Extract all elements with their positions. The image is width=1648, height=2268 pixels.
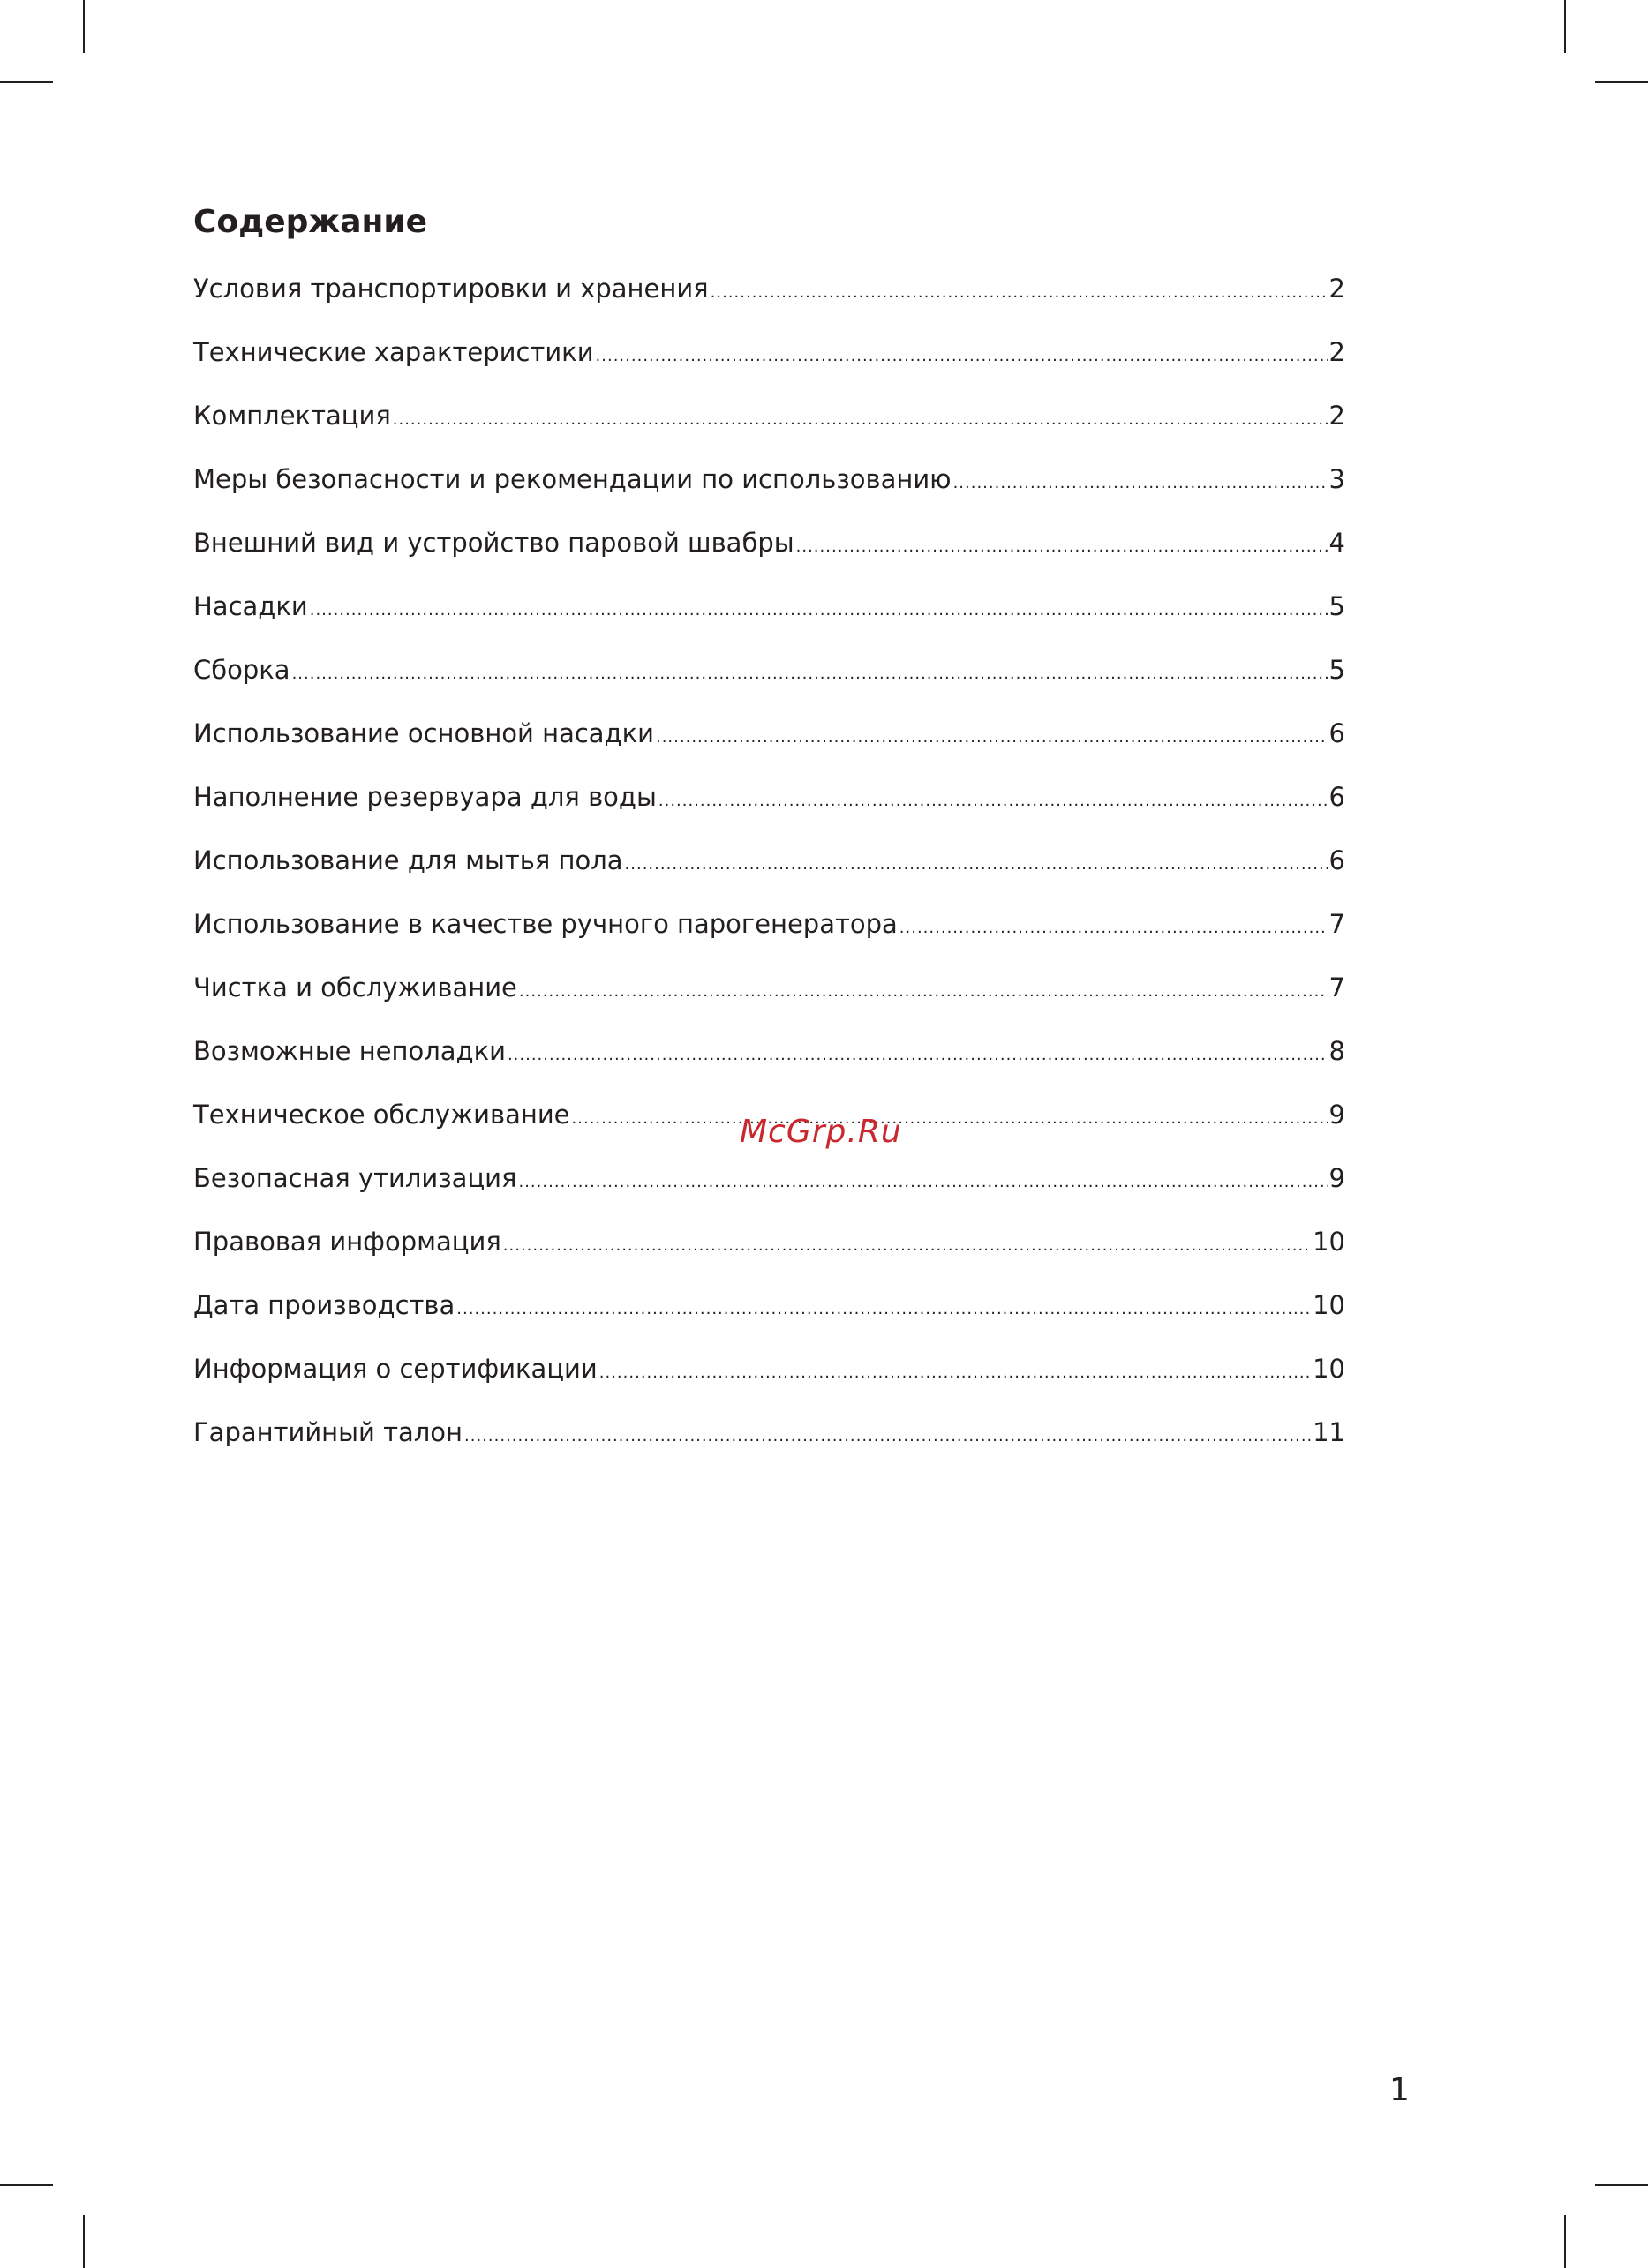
toc-entry[interactable]	[193, 966, 1345, 1030]
page-title: Содержание	[193, 204, 428, 240]
toc-dot-leader	[464, 1416, 1311, 1458]
toc-dot-leader	[796, 526, 1328, 568]
toc-entry-page: 2	[1328, 274, 1345, 304]
crop-mark-top-left-horizontal	[0, 81, 53, 83]
toc-entry[interactable]	[193, 1411, 1345, 1475]
toc-entry-title: Правовая информация	[193, 1227, 501, 1257]
toc-entry-title: Безопасная утилизация	[193, 1163, 517, 1193]
crop-mark-bottom-right-vertical	[1564, 2215, 1566, 2268]
toc-entry-title: Информация о сертификации	[193, 1354, 598, 1384]
crop-mark-bottom-right-horizontal	[1595, 2184, 1648, 2186]
toc-entry[interactable]	[193, 649, 1345, 712]
toc-entry[interactable]	[193, 585, 1345, 649]
toc-dot-leader	[572, 1098, 1328, 1140]
toc-dot-leader	[711, 272, 1328, 314]
crop-mark-top-left-vertical	[83, 0, 85, 53]
toc-entry[interactable]	[193, 839, 1345, 903]
page-number: 1	[1389, 2072, 1410, 2108]
toc-entry-title: Наполнение резервуара для воды	[193, 782, 657, 812]
toc-entry-title: Гарантийный талон	[193, 1417, 463, 1447]
toc-entry-page: 2	[1328, 337, 1345, 367]
toc-entry-page: 2	[1328, 401, 1345, 431]
toc-dot-leader	[599, 1352, 1311, 1394]
toc-entry-title: Сборка	[193, 655, 290, 685]
crop-mark-bottom-left-vertical	[83, 2215, 85, 2268]
toc-entry-page: 4	[1328, 528, 1345, 558]
table-of-contents	[193, 267, 1345, 1475]
toc-entry-title: Техническое обслуживание	[193, 1100, 570, 1130]
toc-entry-title: Дата производства	[193, 1290, 455, 1320]
toc-dot-leader	[953, 462, 1328, 505]
toc-entry[interactable]	[193, 458, 1345, 522]
toc-entry[interactable]	[193, 776, 1345, 839]
toc-entry-page: 3	[1328, 464, 1345, 494]
toc-entry[interactable]	[193, 1220, 1345, 1284]
toc-entry-page: 11	[1313, 1417, 1345, 1447]
toc-entry[interactable]	[193, 903, 1345, 966]
toc-entry-page: 7	[1328, 909, 1345, 939]
toc-entry-page: 10	[1313, 1227, 1345, 1257]
crop-mark-top-right-vertical	[1564, 0, 1566, 53]
toc-entry[interactable]	[193, 712, 1345, 776]
toc-entry-title: Использование основной насадки	[193, 718, 654, 748]
toc-entry-title: Технические характеристики	[193, 337, 594, 367]
toc-dot-leader	[596, 335, 1328, 378]
toc-entry-title: Внешний вид и устройство паровой швабры	[193, 528, 794, 558]
toc-entry-page: 7	[1328, 973, 1345, 1003]
toc-entry-title: Комплектация	[193, 401, 391, 431]
toc-dot-leader	[393, 399, 1328, 441]
toc-dot-leader	[292, 653, 1328, 695]
toc-entry[interactable]	[193, 1157, 1345, 1220]
crop-mark-top-right-horizontal	[1595, 81, 1648, 83]
toc-entry[interactable]	[193, 1348, 1345, 1411]
toc-dot-leader	[508, 1034, 1328, 1077]
toc-entry-page: 6	[1328, 845, 1345, 875]
toc-entry-title: Меры безопасности и рекомендации по использованию	[193, 464, 952, 494]
toc-entry-page: 8	[1328, 1036, 1345, 1066]
toc-entry[interactable]	[193, 522, 1345, 585]
toc-dot-leader	[658, 780, 1328, 822]
toc-entry-title: Возможные неполадки	[193, 1036, 506, 1066]
toc-entry-page: 5	[1328, 655, 1345, 685]
toc-entry-title: Условия транспортировки и хранения	[193, 274, 709, 304]
toc-dot-leader	[310, 590, 1328, 632]
toc-dot-leader	[656, 717, 1328, 759]
toc-entry-title: Насадки	[193, 591, 308, 621]
toc-entry[interactable]	[193, 331, 1345, 394]
toc-entry-page: 10	[1313, 1290, 1345, 1320]
toc-entry-title: Использование в качестве ручного парогенератора	[193, 909, 898, 939]
toc-entry[interactable]	[193, 394, 1345, 458]
crop-mark-bottom-left-horizontal	[0, 2184, 53, 2186]
toc-entry[interactable]	[193, 1284, 1345, 1348]
watermark: McGrp.Ru	[740, 1114, 902, 1150]
toc-entry-page: 5	[1328, 591, 1345, 621]
toc-entry[interactable]	[193, 267, 1345, 331]
toc-dot-leader	[519, 971, 1328, 1013]
toc-dot-leader	[456, 1288, 1311, 1331]
toc-entry-title: Чистка и обслуживание	[193, 973, 517, 1003]
toc-entry-page: 10	[1313, 1354, 1345, 1384]
toc-entry[interactable]	[193, 1030, 1345, 1093]
toc-dot-leader	[518, 1161, 1327, 1204]
toc-entry-page: 9	[1328, 1100, 1345, 1130]
toc-dot-leader	[503, 1225, 1311, 1267]
toc-entry-page: 9	[1328, 1163, 1345, 1193]
toc-dot-leader	[899, 907, 1328, 950]
toc-entry-title: Использование для мытья пола	[193, 845, 623, 875]
toc-entry-page: 6	[1328, 718, 1345, 748]
toc-entry-page: 6	[1328, 782, 1345, 812]
toc-dot-leader	[625, 844, 1328, 886]
